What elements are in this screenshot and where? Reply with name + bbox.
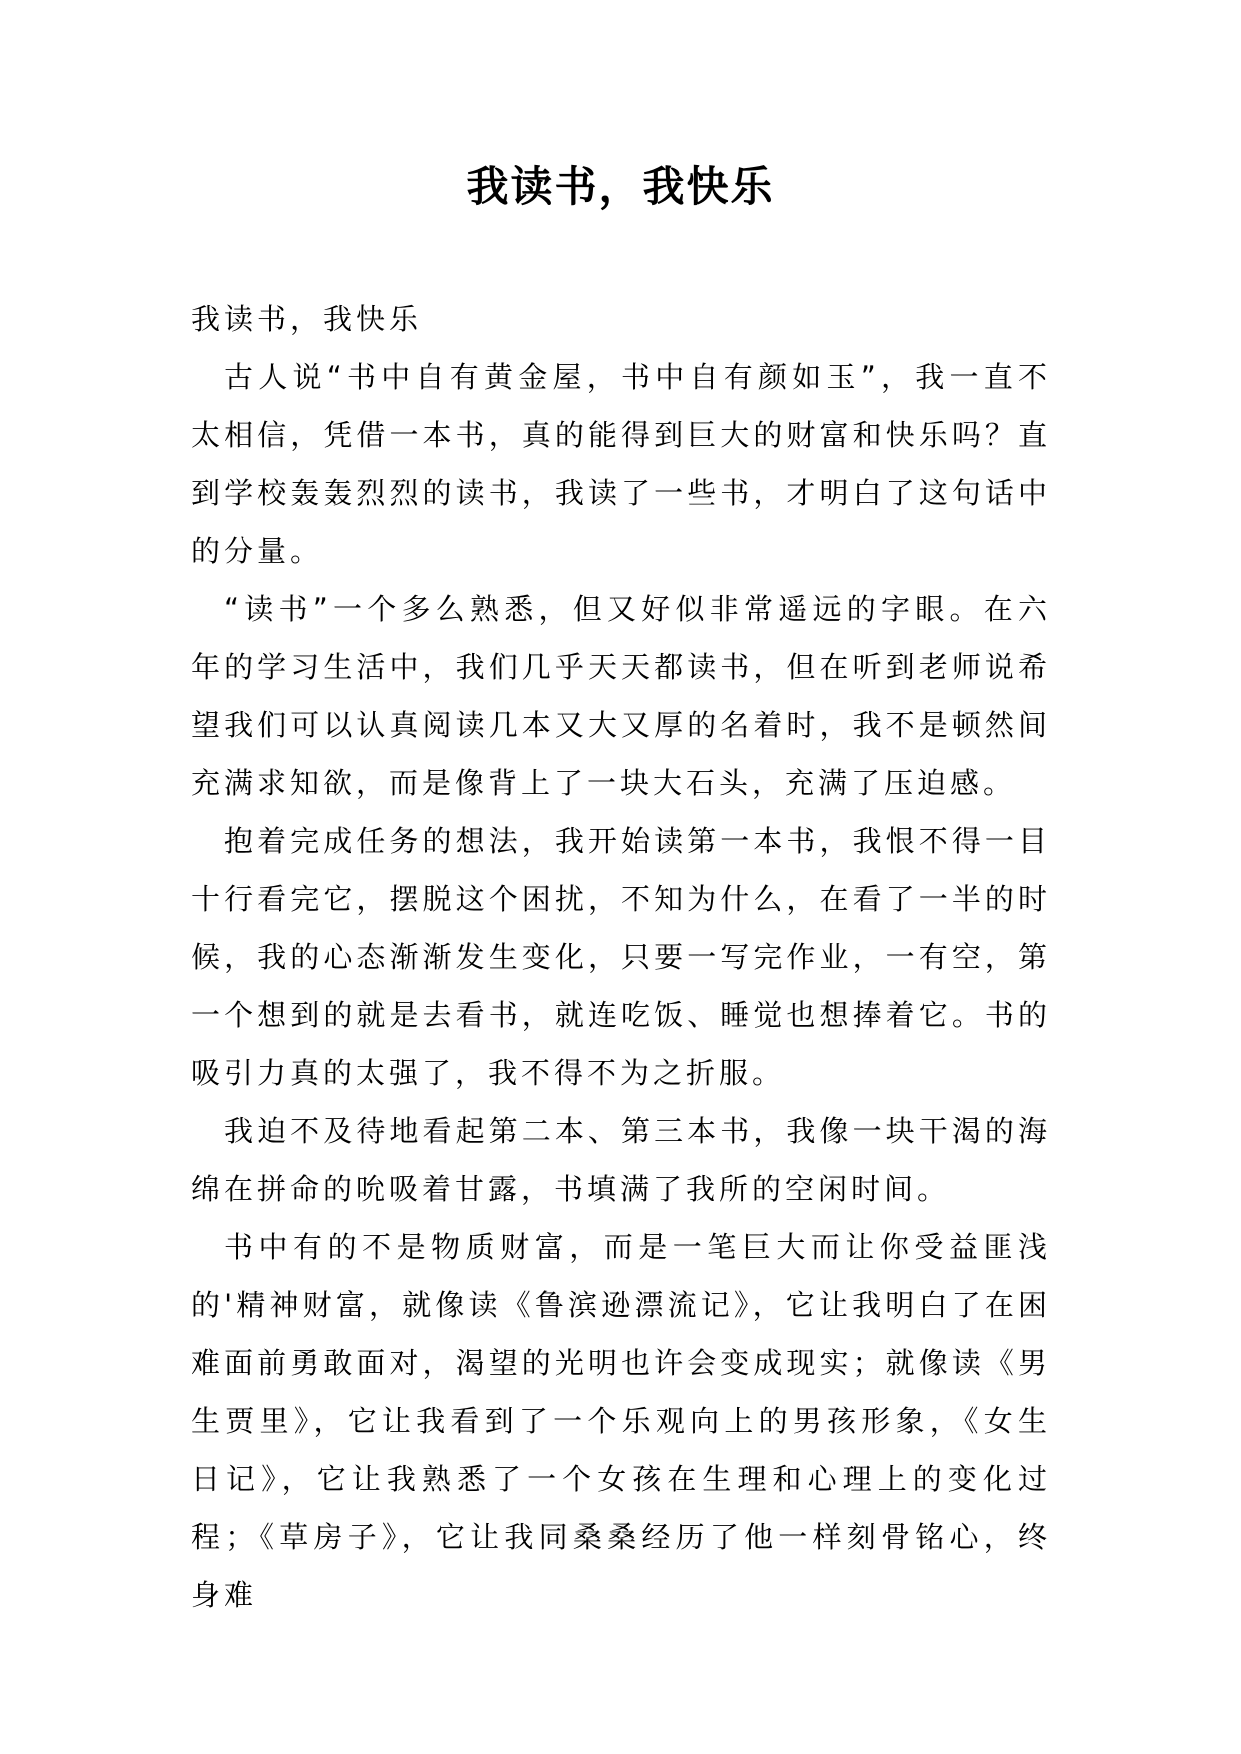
paragraph: 抱着完成任务的想法，我开始读第一本书，我恨不得一目十行看完它，摆脱这个困扰，不知为什么，在看了一半的时候，我的心态渐渐发生变化，只要一写完作业，一有空，第一个想到的就是去看书，就连吃饭、睡觉也想捧着它。书的吸引力真的太强了，我不得不为之折服。: [191, 824, 1051, 1090]
document-title: 我读书，我快乐: [466, 162, 775, 211]
paragraph: 我迫不及待地看起第二本、第三本书，我像一块干渴的海绵在拼命的吮吸着甘露，书填满了我所的空闲时间。: [191, 1114, 1051, 1206]
paragraph: “读书”一个多么熟悉，但又好似非常遥远的字眼。在六年的学习生活中，我们几乎天天都读书，但在听到老师说希望我们可以认真阅读几本又大又厚的名着时，我不是顿然间充满求知欲，而是像背上了一块大石头，充满了压迫感。: [191, 592, 1051, 800]
paragraph: 古人说“书中自有黄金屋，书中自有颜如玉”，我一直不太相信，凭借一本书，真的能得到巨大的财富和快乐吗？直到学校轰轰烈烈的读书，我读了一些书，才明白了这句话中的分量。: [191, 360, 1051, 568]
document-body: [191, 290, 1051, 1624]
body-subtitle: 我读书，我快乐: [191, 302, 423, 336]
paragraph: 书中有的不是物质财富，而是一笔巨大而让你受益匪浅的'精神财富，就像读《鲁滨逊漂流记》，它让我明白了在困难面前勇敢面对，渴望的光明也许会变成现实；就像读《男生贾里》，它让我看到了一个乐观向上的男孩形象，《女生日记》，它让我熟悉了一个女孩在生理和心理上的变化过程；《草房子》，它让我同桑桑经历了他一样刻骨铭心，终身难: [191, 1230, 1051, 1612]
